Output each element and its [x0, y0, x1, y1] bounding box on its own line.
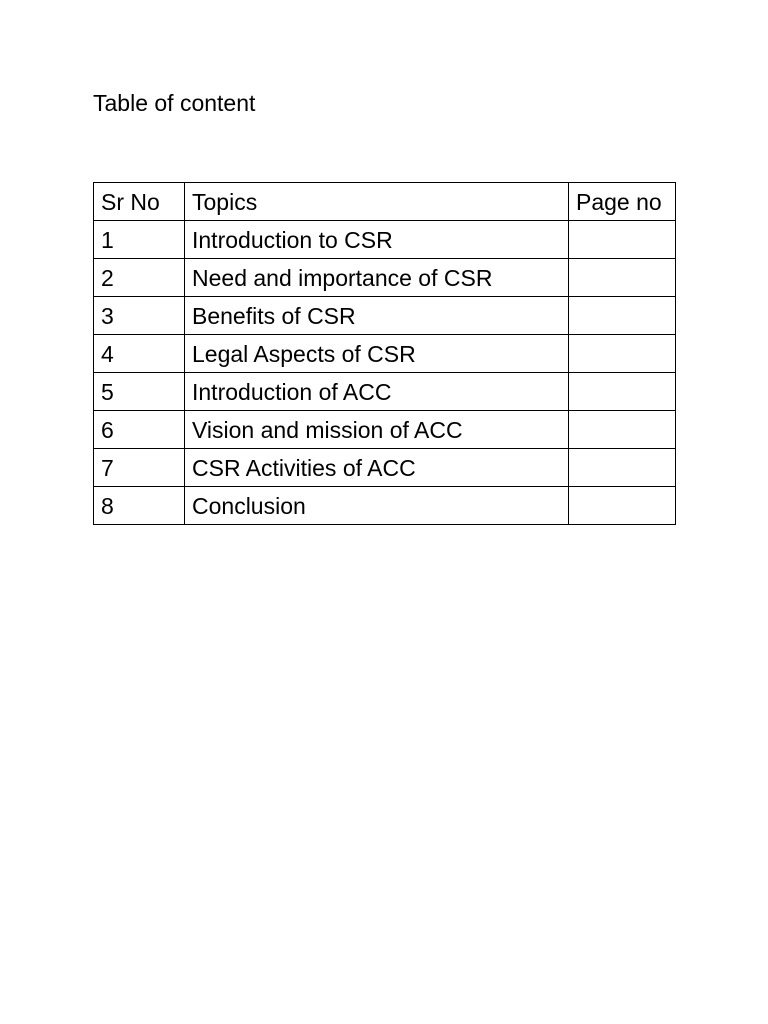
- contents-table: [93, 182, 676, 525]
- page-no-cell: [569, 221, 676, 259]
- topic-cell: Introduction of ACC: [185, 373, 569, 411]
- table-row: [94, 411, 676, 449]
- topic-cell: Vision and mission of ACC: [185, 411, 569, 449]
- table-row: [94, 335, 676, 373]
- page-no-cell: [569, 411, 676, 449]
- topic-cell: Conclusion: [185, 487, 569, 525]
- table-header-row: [94, 183, 676, 221]
- sr-no-cell: 7: [94, 449, 185, 487]
- table-row: [94, 373, 676, 411]
- sr-no-cell: 1: [94, 221, 185, 259]
- table-row: [94, 259, 676, 297]
- sr-no-cell: 4: [94, 335, 185, 373]
- topic-cell: CSR Activities of ACC: [185, 449, 569, 487]
- topic-cell: Need and importance of CSR: [185, 259, 569, 297]
- page-title: Table of content: [93, 90, 256, 116]
- header-page-no: Page no: [569, 183, 676, 221]
- table-row: [94, 449, 676, 487]
- sr-no-cell: 2: [94, 259, 185, 297]
- header-topics: Topics: [185, 183, 569, 221]
- page-no-cell: [569, 297, 676, 335]
- sr-no-cell: 6: [94, 411, 185, 449]
- sr-no-cell: 5: [94, 373, 185, 411]
- topic-cell: Introduction to CSR: [185, 221, 569, 259]
- page-no-cell: [569, 487, 676, 525]
- topic-cell: Benefits of CSR: [185, 297, 569, 335]
- sr-no-cell: 8: [94, 487, 185, 525]
- page-no-cell: [569, 259, 676, 297]
- page-no-cell: [569, 449, 676, 487]
- page-no-cell: [569, 373, 676, 411]
- header-sr-no: Sr No: [94, 183, 185, 221]
- table-row: [94, 221, 676, 259]
- table-row: [94, 297, 676, 335]
- sr-no-cell: 3: [94, 297, 185, 335]
- table-row: [94, 487, 676, 525]
- topic-cell: Legal Aspects of CSR: [185, 335, 569, 373]
- page-no-cell: [569, 335, 676, 373]
